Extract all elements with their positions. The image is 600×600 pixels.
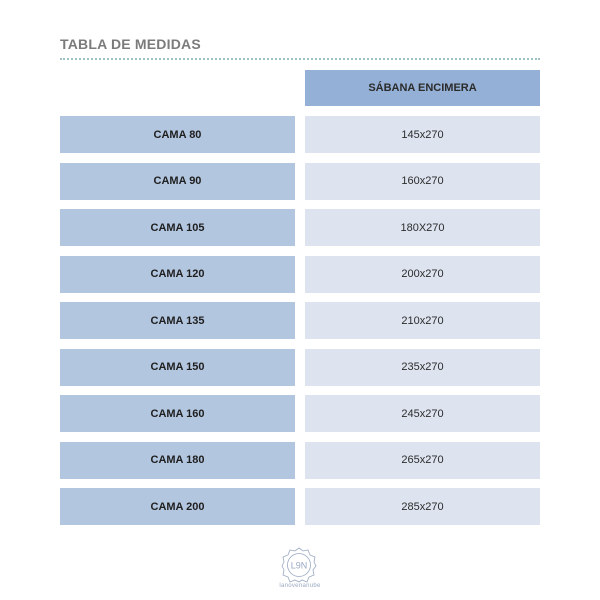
bed-size-label: CAMA 135 — [60, 302, 295, 339]
bed-size-label: CAMA 90 — [60, 163, 295, 200]
bed-size-label: CAMA 200 — [60, 488, 295, 525]
sheet-size-value: 160x270 — [305, 163, 540, 200]
column-header-sabana-encimera: SÁBANA ENCIMERA — [305, 70, 540, 106]
sheet-size-value: 200x270 — [305, 256, 540, 293]
sheet-size-value: 235x270 — [305, 349, 540, 386]
sheet-size-value: 245x270 — [305, 395, 540, 432]
table-row — [60, 116, 540, 153]
size-table — [60, 116, 540, 535]
table-row — [60, 349, 540, 386]
table-row — [60, 209, 540, 246]
logo-mark: L9N — [290, 560, 308, 571]
table-row — [60, 488, 540, 525]
table-row — [60, 302, 540, 339]
sheet-size-value: 210x270 — [305, 302, 540, 339]
bed-size-label: CAMA 160 — [60, 395, 295, 432]
table-row — [60, 395, 540, 432]
title-divider — [60, 58, 540, 60]
sheet-size-value: 265x270 — [305, 442, 540, 479]
bed-size-label: CAMA 80 — [60, 116, 295, 153]
sheet-size-value: 285x270 — [305, 488, 540, 525]
sheet-size-value: 145x270 — [305, 116, 540, 153]
table-row — [60, 163, 540, 200]
table-row — [60, 256, 540, 293]
sheet-size-value: 180X270 — [305, 209, 540, 246]
bed-size-label: CAMA 120 — [60, 256, 295, 293]
page-title: TABLA DE MEDIDAS — [60, 36, 201, 52]
bed-size-label: CAMA 180 — [60, 442, 295, 479]
table-row — [60, 442, 540, 479]
logo-caption: lanovenanube — [279, 583, 321, 589]
brand-logo-icon — [281, 547, 317, 583]
bed-size-label: CAMA 150 — [60, 349, 295, 386]
bed-size-label: CAMA 105 — [60, 209, 295, 246]
